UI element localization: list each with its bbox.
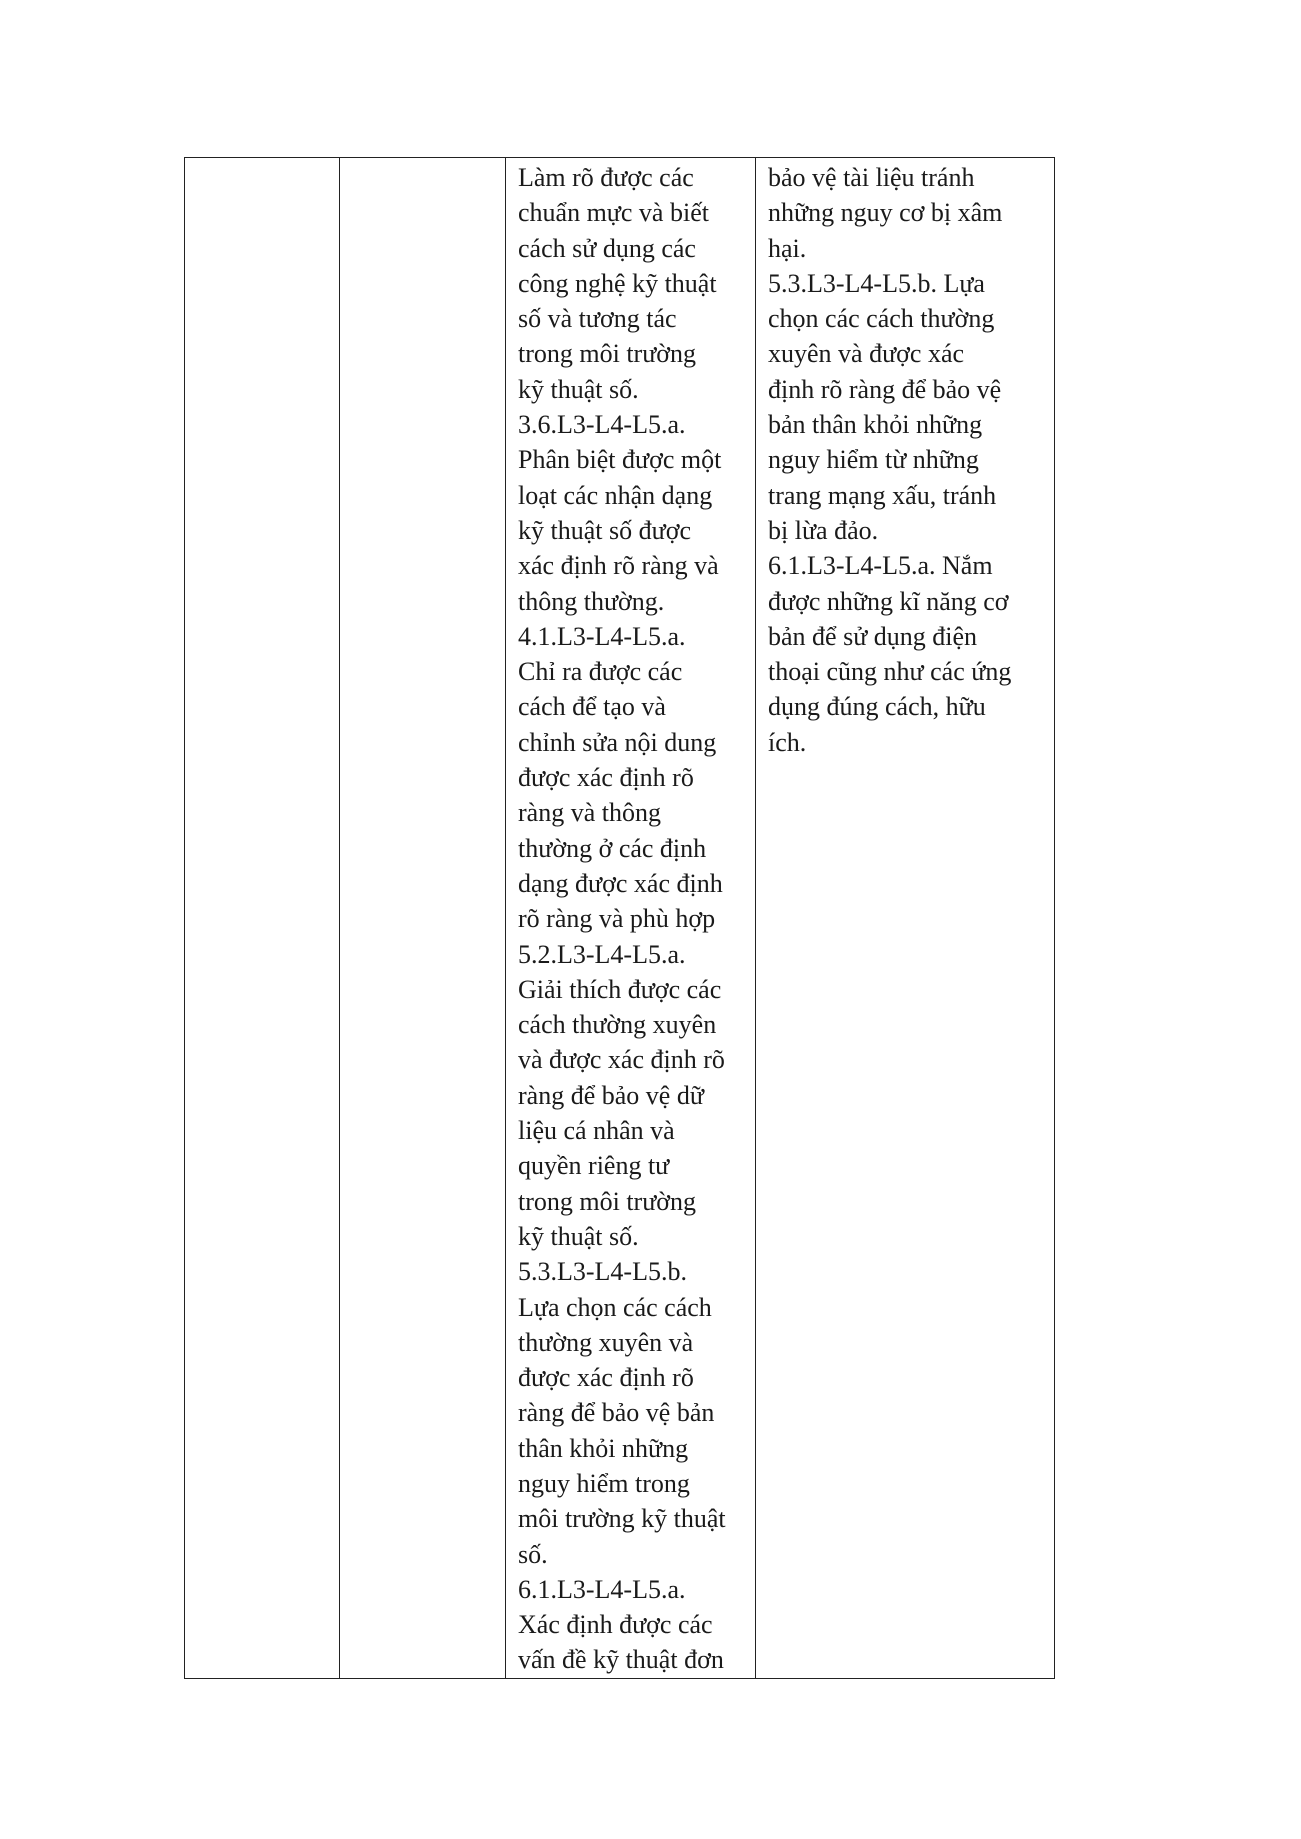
cell-text: bảo vệ tài liệu tránh những nguy cơ bị xâm hại. 5.3.L3-L4-L5.b. Lựa chọn các cách thường xuyên và được xác định rõ ràng để bảo vệ bản thân khỏi những nguy hiểm từ những trang mạng xấu, tránh bị lừa đảo. 6.1.L3-L4-L5.a. Nắm được những kĩ năng cơ bản để sử dụng điện thoại cũng như các ứng dụng đúng cách, hữu ích. xyxy=(768,163,1012,757)
table-cell-1 xyxy=(185,158,340,1679)
table-cell-3 xyxy=(506,158,756,1679)
table-cell-2 xyxy=(340,158,506,1679)
table-cell-4 xyxy=(756,158,1055,1679)
cell-text xyxy=(185,158,339,160)
cell-text xyxy=(340,158,505,160)
table-row xyxy=(185,158,1055,1679)
content-table xyxy=(184,157,1055,1679)
cell-text: Làm rõ được các chuẩn mực và biết cách sử dụng các công nghệ kỹ thuật số và tương tác trong môi trường kỹ thuật số. 3.6.L3-L4-L5.a. Phân biệt được một loạt các nhận dạng kỹ thuật số được xác định rõ ràng và thông thường. 4.1.L3-L4-L5.a. Chỉ ra được các cách để tạo và chỉnh sửa nội dung được xác định rõ ràng và thông thường ở các định dạng được xác định rõ ràng và phù hợp 5.2.L3-L4-L5.a. Giải thích được các cách thường xuyên và được xác định rõ ràng để bảo vệ dữ liệu cá nhân và quyền riêng tư trong môi trường kỹ thuật số. 5.3.L3-L4-L5.b. Lựa chọn các cách thường xuyên và được xác định rõ ràng để bảo vệ bản thân khỏi những nguy hiểm trong môi trường kỹ thuật số. 6.1.L3-L4-L5.a. Xác định được các vấn đề kỹ thuật đơn xyxy=(518,163,726,1675)
